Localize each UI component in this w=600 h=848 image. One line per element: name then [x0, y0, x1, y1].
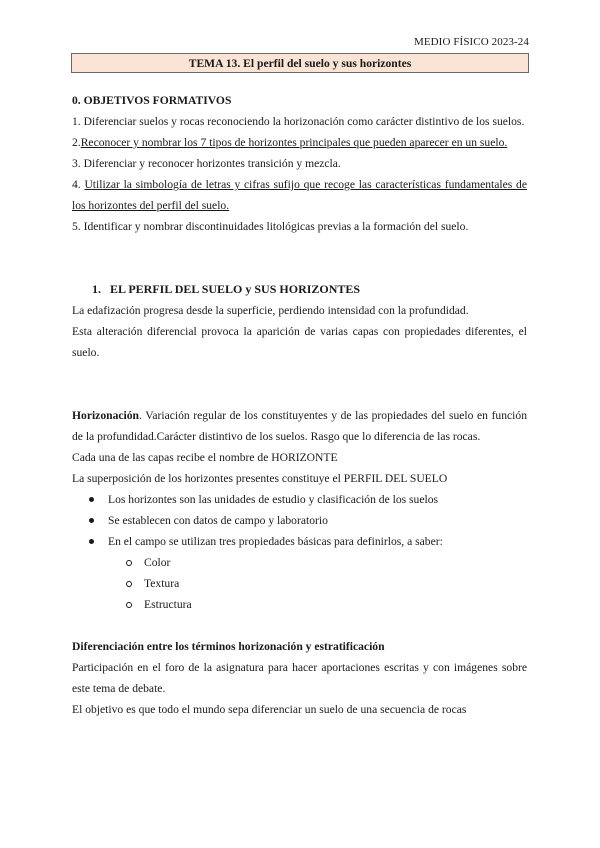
objectives-heading: 0. OBJETIVOS FORMATIVOS [72, 94, 232, 107]
document-body [72, 90, 527, 720]
horizonacion-paragraph [72, 405, 527, 447]
objective-5-text: Identificar y nombrar discontinuidades litológicas previas a la formación del suelo. [83, 220, 469, 233]
objective-1-text: Diferenciar suelos y rocas reconociendo la horizonación como carácter distintivo de los suelos. [83, 115, 525, 128]
sub-bullet-text: Color [144, 556, 171, 569]
section-1-paragraph-1: La edafización progresa desde la superficie, perdiendo intensidad con la profundidad. [72, 304, 469, 317]
objective-3-num: 3. [72, 157, 81, 170]
objective-2 [72, 132, 527, 153]
circle-bullet-icon [126, 560, 132, 566]
horizonte-paragraph: Cada una de las capas recibe el nombre de HORIZONTE [72, 451, 338, 464]
objective-4 [72, 174, 527, 216]
spacer [72, 615, 527, 636]
horizonacion-term: Horizonación [72, 409, 139, 422]
list-item [72, 594, 527, 615]
diferenciacion-heading: Diferenciación entre los términos horizonación y estratificación [72, 640, 385, 653]
topic-title: TEMA 13. El perfil del suelo y sus horizontes [71, 53, 529, 73]
list-item [72, 489, 527, 510]
bullet-text: En el campo se utilizan tres propiedades básicas para definirlos, a saber: [108, 535, 443, 548]
objective-5 [72, 216, 527, 237]
spacer [72, 363, 527, 405]
list-item [72, 531, 527, 552]
list-item [72, 552, 527, 573]
diferenciacion-paragraph-2: El objetivo es que todo el mundo sepa diferenciar un suelo de una secuencia de rocas [72, 703, 467, 716]
sub-bullet-text: Estructura [144, 598, 192, 611]
section-1-title: 1. EL PERFIL DEL SUELO y SUS HORIZONTES [92, 282, 361, 296]
property-sub-list [72, 552, 527, 615]
course-header: MEDIO FÍSICO 2023-24 [413, 36, 529, 48]
bullet-icon [89, 497, 94, 502]
objective-2-num: 2. [72, 136, 81, 149]
list-item [72, 573, 527, 594]
objective-3-text: Diferenciar y reconocer horizontes transición y mezcla. [83, 157, 341, 170]
sub-bullet-text: Textura [144, 577, 180, 590]
bullet-text: Los horizontes son las unidades de estudio y clasificación de los suelos [108, 493, 439, 506]
objective-5-num: 5. [72, 220, 81, 233]
circle-bullet-icon [126, 602, 132, 608]
objective-3 [72, 153, 527, 174]
circle-bullet-icon [126, 581, 132, 587]
bullet-icon [89, 518, 94, 523]
bullet-text: Se establecen con datos de campo y laboratorio [108, 514, 328, 527]
section-1-paragraph-2: Esta alteración diferencial provoca la aparición de varias capas con propiedades diferentes, el suelo. [72, 325, 527, 359]
bullet-icon [89, 539, 94, 544]
diferenciacion-paragraph-1: Participación en el foro de la asignatura para hacer aportaciones escritas y con imágenes sobre este tema de debate. [72, 661, 527, 695]
perfil-paragraph: La superposición de los horizontes presentes constituye el PERFIL DEL SUELO [72, 472, 448, 485]
spacer [72, 237, 527, 279]
horizon-bullet-list [72, 489, 527, 552]
objective-4-num: 4. [72, 178, 81, 191]
objective-4-text: Utilizar la simbología de letras y cifras sufijo que recoge las características fundamentales de los horizontes del perfil del suelo. [72, 178, 527, 212]
horizonacion-definition: . Variación regular de los constituyentes y de las propiedades del suelo en función de la profundidad.Carácter distintivo de los suelos. Rasgo que lo diferencia de las rocas. [72, 409, 527, 443]
objective-1 [72, 111, 527, 132]
objective-1-num: 1. [72, 115, 81, 128]
list-item [72, 510, 527, 531]
objective-2-text: Reconocer y nombrar los 7 tipos de horizontes principales que pueden aparecer en un suelo. [80, 136, 508, 149]
